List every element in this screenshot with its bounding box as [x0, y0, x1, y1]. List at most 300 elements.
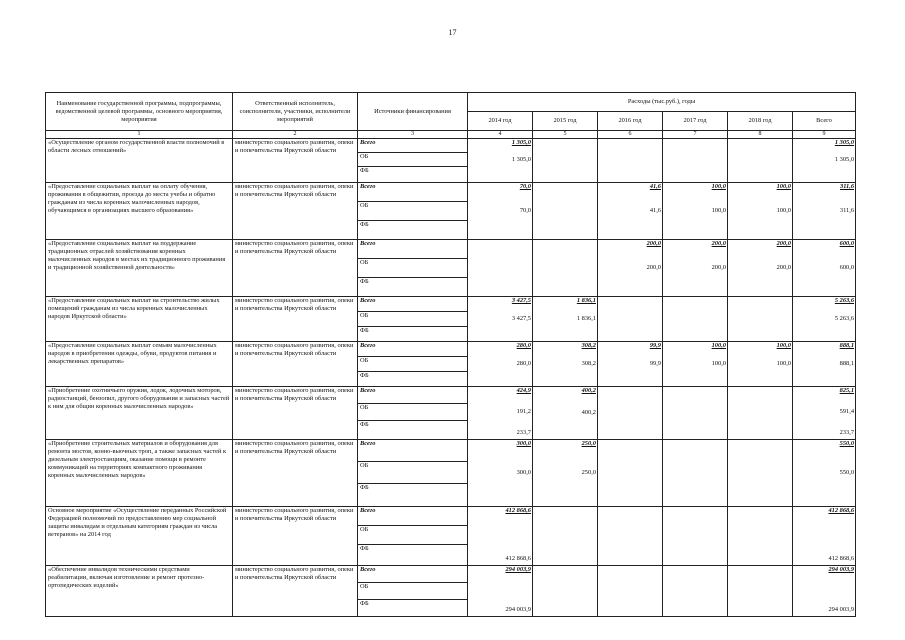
amount-cell: [533, 507, 598, 566]
source-ob: ОБ: [358, 312, 467, 327]
amount-fb: [533, 556, 596, 563]
table-row: [46, 566, 856, 617]
amount-fb: [468, 377, 531, 384]
amount-cell: [793, 342, 856, 387]
amount-ob: [533, 587, 596, 594]
table-row: [46, 297, 856, 342]
funding-sources: [358, 240, 468, 297]
amount-total: 1 305,0: [511, 139, 531, 146]
executor: министерство социального развития, опеки и попечительства Иркутской области: [233, 507, 358, 566]
amount-fb: [598, 377, 661, 384]
amount-ob: 591,4: [839, 408, 855, 415]
amount-total: [533, 139, 596, 146]
amount-cell: [663, 342, 728, 387]
amount-ob: 70,0: [519, 206, 531, 214]
source-total: Всего: [358, 183, 467, 202]
amount-total: 412 868,6: [505, 507, 531, 514]
amount-fb: [598, 332, 661, 339]
amount-cell: [793, 139, 856, 183]
amount-total: 100,0: [776, 183, 791, 190]
amount-total: [468, 240, 531, 247]
amount-fb: [663, 556, 726, 563]
amount-cell: [663, 183, 728, 240]
column-number: 9: [793, 131, 856, 139]
amount-fb: [598, 430, 661, 437]
amount-ob: 100,0: [776, 359, 791, 367]
amount-fb: [728, 173, 791, 180]
amount-fb: [598, 287, 661, 294]
amount-ob: 308,2: [581, 359, 596, 367]
amount-fb: [728, 230, 791, 237]
amount-ob: 100,0: [711, 206, 726, 214]
amount-ob: [598, 409, 661, 416]
source-fb: ФБ: [360, 484, 369, 491]
amount-ob: 300,0: [516, 468, 531, 476]
amount-fb: 233,7: [839, 429, 855, 436]
amount-cell: [468, 139, 533, 183]
amount-total: 294 003,9: [505, 566, 531, 573]
amount-fb: 233,7: [516, 429, 531, 436]
amount-ob: 1 836,1: [576, 314, 596, 322]
executor: министерство социального развития, опеки и попечительства Иркутской области: [233, 297, 358, 342]
amount-total: [728, 440, 791, 447]
amount-fb: [533, 497, 596, 504]
amount-ob: [663, 315, 726, 322]
source-total: Всего: [358, 342, 467, 357]
amount-fb: [793, 230, 854, 237]
amount-ob: [598, 315, 661, 322]
amount-fb: [728, 377, 791, 384]
amount-cell: [663, 387, 728, 440]
amount-total: [663, 507, 726, 514]
amount-ob: 280,0: [516, 359, 531, 367]
amount-total: 424,9: [516, 387, 531, 394]
amount-total: [533, 183, 596, 190]
amount-ob: 191,2: [516, 408, 531, 415]
column-number: 6: [598, 131, 663, 139]
amount-total: 300,0: [516, 440, 531, 447]
amount-total: 200,0: [711, 240, 726, 247]
amount-ob: [598, 532, 661, 539]
source-fb: ФБ: [360, 221, 369, 228]
amount-ob: [728, 469, 791, 476]
amount-cell: [793, 507, 856, 566]
amount-total: [598, 139, 661, 146]
activity-name: «Приобретение строительных материалов и оборудования для ремонта мостов, конно-вьючных троп, а также запасных частей к дизельным электростанциям, оказание помощи в ремонте коммуникаций на территориях компактного проживания коренных малочисленных народов»: [46, 440, 233, 507]
funding-sources: [358, 566, 468, 617]
amount-ob: 100,0: [776, 206, 791, 214]
amount-total: [598, 507, 661, 514]
amount-ob: 100,0: [711, 359, 726, 367]
amount-ob: 200,0: [711, 263, 726, 271]
amount-cell: [793, 183, 856, 240]
amount-ob: [598, 587, 661, 594]
amount-cell: [598, 297, 663, 342]
source-fb: ФБ: [360, 421, 369, 428]
amount-total: 888,1: [839, 342, 855, 349]
amount-ob: [728, 156, 791, 163]
table-row: [46, 507, 856, 566]
amount-fb: [793, 497, 854, 504]
amount-fb: [663, 173, 726, 180]
header-year: 2018 год: [728, 112, 793, 131]
amount-total: [533, 566, 596, 573]
amount-total: [533, 507, 596, 514]
source-total: Всего: [358, 297, 467, 312]
header-year: 2017 год: [663, 112, 728, 131]
amount-total: 1 305,0: [834, 139, 855, 146]
amount-cell: [468, 297, 533, 342]
table-row: [46, 240, 856, 297]
source-ob: ОБ: [358, 153, 467, 167]
source-fb: ФБ: [360, 600, 369, 607]
amount-cell: [663, 139, 728, 183]
amount-cell: [728, 297, 793, 342]
source-fb: ФБ: [360, 545, 369, 552]
amount-cell: [663, 297, 728, 342]
amount-total: [598, 440, 661, 447]
amount-ob: [663, 587, 726, 594]
amount-total: [728, 387, 791, 394]
amount-fb: [468, 332, 531, 339]
amount-cell: [663, 440, 728, 507]
amount-fb: [728, 287, 791, 294]
amount-fb: [793, 287, 854, 294]
amount-cell: [793, 440, 856, 507]
amount-fb: [663, 430, 726, 437]
source-total: Всего: [358, 240, 467, 259]
amount-cell: [598, 566, 663, 617]
amount-fb: [663, 377, 726, 384]
amount-ob: 200,0: [646, 263, 661, 271]
amount-total: [663, 387, 726, 394]
amount-total: 100,0: [776, 342, 791, 349]
amount-total: 99,9: [649, 342, 661, 349]
amount-fb: [663, 497, 726, 504]
executor: министерство социального развития, опеки и попечительства Иркутской области: [233, 342, 358, 387]
amount-cell: [728, 566, 793, 617]
header-source: Источники финансирования: [358, 93, 468, 131]
amount-total: 412 868,6: [828, 507, 855, 514]
source-total: Всего: [358, 507, 467, 526]
amount-total: [728, 139, 791, 146]
header-year: Всего: [793, 112, 856, 131]
amount-total: 308,2: [581, 342, 596, 349]
amount-ob: [728, 409, 791, 416]
source-fb: ФБ: [360, 327, 369, 334]
amount-cell: [598, 440, 663, 507]
amount-total: 550,0: [839, 440, 855, 447]
amount-total: 5 263,6: [834, 297, 855, 304]
amount-cell: [663, 566, 728, 617]
amount-ob: [533, 532, 596, 539]
amount-total: 100,0: [711, 183, 726, 190]
source-ob: ОБ: [358, 259, 467, 278]
amount-cell: [728, 240, 793, 297]
amount-total: [728, 566, 791, 573]
amount-cell: [663, 240, 728, 297]
amount-fb: [533, 430, 596, 437]
amount-ob: [728, 587, 791, 594]
amount-ob: [533, 156, 596, 163]
amount-total: [728, 297, 791, 304]
amount-total: [598, 297, 661, 304]
amount-ob: [468, 587, 531, 594]
activity-name: Основное мероприятие «Осуществление переданных Российской Федерацией полномочий по предоставлению мер социальной защиты инвалидам и отдельным категориям граждан из числа ветеранов» на 2014 год: [46, 507, 233, 566]
header-expenses: Расходы (тыс.руб.), годы: [468, 93, 856, 112]
amount-total: [663, 139, 726, 146]
source-fb: ФБ: [360, 167, 369, 174]
amount-ob: 888,1: [839, 359, 855, 367]
header-year: 2014 год: [468, 112, 533, 131]
header-year: 2016 год: [598, 112, 663, 131]
amount-total: [663, 566, 726, 573]
source-ob: ОБ: [358, 462, 467, 484]
header-name: Наименование государственной программы, подпрограммы, ведомственной целевой программы, основного мероприятия, мероприятия: [46, 93, 233, 131]
funding-sources: [358, 387, 468, 440]
amount-fb: [793, 377, 854, 384]
amount-total: [663, 440, 726, 447]
amount-ob: [663, 409, 726, 416]
amount-cell: [468, 240, 533, 297]
amount-total: 70,0: [519, 183, 531, 190]
amount-cell: [598, 387, 663, 440]
table-row: [46, 342, 856, 387]
amount-cell: [468, 342, 533, 387]
amount-cell: [598, 139, 663, 183]
amount-fb: [598, 607, 661, 614]
amount-ob: 3 427,5: [511, 314, 531, 322]
amount-cell: [598, 183, 663, 240]
amount-total: 400,2: [581, 387, 596, 394]
amount-total: [598, 387, 661, 394]
amount-total: [663, 297, 726, 304]
amount-cell: [468, 507, 533, 566]
amount-total: 200,0: [776, 240, 791, 247]
amount-total: [533, 240, 596, 247]
column-number: 4: [468, 131, 533, 139]
amount-fb: [663, 332, 726, 339]
amount-fb: [533, 607, 596, 614]
amount-cell: [533, 387, 598, 440]
activity-name: «Предоставление социальных выплат на оплату обучения, проживания в общежитии, проезда до места учебы и обратно гражданам из числа коренных малочисленных народов, обучающимся в организациях высшего образования»: [46, 183, 233, 240]
executor: министерство социального развития, опеки и попечительства Иркутской области: [233, 387, 358, 440]
amount-ob: [598, 469, 661, 476]
amount-ob: [728, 315, 791, 322]
amount-ob: 600,0: [839, 263, 855, 271]
amount-cell: [533, 566, 598, 617]
amount-fb: [468, 287, 531, 294]
column-number: 1: [46, 131, 233, 139]
table-row: [46, 387, 856, 440]
table-row: [46, 440, 856, 507]
amount-cell: [598, 240, 663, 297]
amount-cell: [533, 183, 598, 240]
activity-name: «Предоставление социальных выплат семьям малочисленных народов в приобретении одежды, обуви, продуктов питания и лекарственных препаратов»: [46, 342, 233, 387]
amount-fb: 412 868,6: [828, 555, 855, 562]
executor: министерство социального развития, опеки и попечительства Иркутской области: [233, 139, 358, 183]
executor: министерство социального развития, опеки и попечительства Иркутской области: [233, 240, 358, 297]
amount-fb: [663, 607, 726, 614]
amount-fb: [468, 173, 531, 180]
amount-cell: [598, 342, 663, 387]
activity-name: «Приобретение охотничьего оружия, лодок, лодочных моторов, радиостанций, бензопил, другого оборудования и запасных частей к ним для общин коренных малочисленных народов»: [46, 387, 233, 440]
amount-cell: [793, 240, 856, 297]
amount-total: [598, 566, 661, 573]
source-total: Всего: [358, 139, 467, 153]
amount-cell: [533, 440, 598, 507]
source-ob: ОБ: [358, 583, 467, 600]
amount-ob: 41,6: [649, 206, 661, 214]
amount-cell: [468, 387, 533, 440]
source-ob: ОБ: [358, 357, 467, 372]
amount-fb: [533, 173, 596, 180]
executor: министерство социального развития, опеки и попечительства Иркутской области: [233, 440, 358, 507]
activity-name: «Осуществление органом государственной власти полномочий в области лесных отношений»: [46, 139, 233, 183]
amount-ob: [793, 587, 854, 594]
amount-cell: [663, 507, 728, 566]
amount-total: 200,0: [646, 240, 661, 247]
amount-ob: [468, 264, 531, 271]
expenses-table: [45, 92, 856, 617]
amount-ob: [663, 469, 726, 476]
column-number: 7: [663, 131, 728, 139]
funding-sources: [358, 342, 468, 387]
amount-ob: 400,2: [581, 408, 596, 416]
amount-total: 1 836,1: [576, 297, 596, 304]
amount-total: 825,1: [839, 387, 855, 394]
amount-fb: [598, 556, 661, 563]
amount-cell: [598, 507, 663, 566]
amount-ob: [793, 532, 854, 539]
amount-cell: [728, 507, 793, 566]
amount-total: 3 427,5: [511, 297, 531, 304]
activity-name: «Обеспечение инвалидов техническими средствами реабилитации, включая изготовление и ремонт протезно-ортопедических изделий»: [46, 566, 233, 617]
activity-name: «Предоставление социальных выплат на поддержание традиционных отраслей хозяйствования коренных малочисленных народов в местах их традиционного проживания и традиционной хозяйственной деятельности»: [46, 240, 233, 297]
amount-fb: [598, 497, 661, 504]
column-number: 2: [233, 131, 358, 139]
amount-fb: 294 003,9: [505, 606, 531, 613]
amount-ob: [468, 532, 531, 539]
column-number: 8: [728, 131, 793, 139]
amount-ob: 1 305,0: [834, 156, 855, 163]
amount-fb: 412 868,6: [505, 555, 531, 562]
amount-cell: [533, 342, 598, 387]
amount-total: 294 003,9: [828, 566, 855, 573]
amount-cell: [728, 183, 793, 240]
executor: министерство социального развития, опеки и попечительства Иркутской области: [233, 183, 358, 240]
amount-fb: [598, 230, 661, 237]
funding-sources: [358, 440, 468, 507]
amount-ob: [533, 207, 596, 214]
amount-fb: [793, 332, 854, 339]
source-fb: ФБ: [360, 278, 369, 285]
amount-fb: [468, 497, 531, 504]
source-ob: ОБ: [358, 202, 467, 221]
amount-cell: [468, 566, 533, 617]
amount-ob: 250,0: [581, 468, 596, 476]
header-executor: Ответственный исполнитель, соисполнители, участники, исполнители мероприятий: [233, 93, 358, 131]
page-number: 17: [448, 28, 457, 37]
amount-cell: [533, 240, 598, 297]
amount-ob: 1 305,0: [511, 156, 531, 163]
source-total: Всего: [358, 440, 467, 462]
amount-total: 311,6: [840, 183, 855, 190]
amount-ob: 200,0: [776, 263, 791, 271]
amount-cell: [728, 440, 793, 507]
funding-sources: [358, 139, 468, 183]
amount-fb: [793, 173, 854, 180]
amount-ob: [598, 156, 661, 163]
amount-cell: [793, 297, 856, 342]
amount-ob: 550,0: [839, 468, 855, 476]
amount-cell: [728, 387, 793, 440]
column-number: 5: [533, 131, 598, 139]
amount-cell: [793, 566, 856, 617]
amount-cell: [468, 183, 533, 240]
amount-fb: [533, 287, 596, 294]
amount-total: 100,0: [711, 342, 726, 349]
amount-ob: [663, 532, 726, 539]
amount-fb: [728, 556, 791, 563]
amount-fb: [533, 377, 596, 384]
amount-fb: [533, 332, 596, 339]
amount-fb: [533, 230, 596, 237]
amount-total: 600,0: [839, 240, 855, 247]
amount-total: 41,6: [649, 183, 661, 190]
amount-fb: [598, 173, 661, 180]
amount-cell: [468, 440, 533, 507]
amount-cell: [793, 387, 856, 440]
funding-sources: [358, 297, 468, 342]
amount-ob: [533, 264, 596, 271]
amount-fb: 294 003,9: [828, 606, 855, 613]
amount-ob: 5 263,6: [834, 314, 855, 322]
activity-name: «Предоставление социальных выплат на строительство жилых помещений гражданам из числа коренных малочисленных народов Иркутской области»: [46, 297, 233, 342]
source-ob: ОБ: [358, 404, 467, 421]
amount-cell: [533, 139, 598, 183]
amount-cell: [728, 342, 793, 387]
amount-total: 250,0: [581, 440, 596, 447]
source-total: Всего: [358, 387, 467, 404]
header-year: 2015 год: [533, 112, 598, 131]
column-number: 3: [358, 131, 468, 139]
amount-fb: [468, 230, 531, 237]
amount-total: 280,0: [516, 342, 531, 349]
amount-fb: [663, 230, 726, 237]
amount-fb: [728, 497, 791, 504]
amount-cell: [533, 297, 598, 342]
table-row: [46, 139, 856, 183]
amount-fb: [728, 332, 791, 339]
funding-sources: [358, 507, 468, 566]
amount-fb: [728, 430, 791, 437]
funding-sources: [358, 183, 468, 240]
source-ob: ОБ: [358, 526, 467, 545]
source-fb: ФБ: [360, 372, 369, 379]
amount-total: [728, 507, 791, 514]
executor: министерство социального развития, опеки и попечительства Иркутской области: [233, 566, 358, 617]
amount-fb: [663, 287, 726, 294]
amount-fb: [728, 607, 791, 614]
table-row: [46, 183, 856, 240]
amount-ob: [728, 532, 791, 539]
amount-cell: [728, 139, 793, 183]
amount-ob: [663, 156, 726, 163]
amount-ob: 99,9: [649, 359, 661, 367]
amount-ob: 311,6: [839, 206, 855, 214]
source-total: Всего: [358, 566, 467, 583]
